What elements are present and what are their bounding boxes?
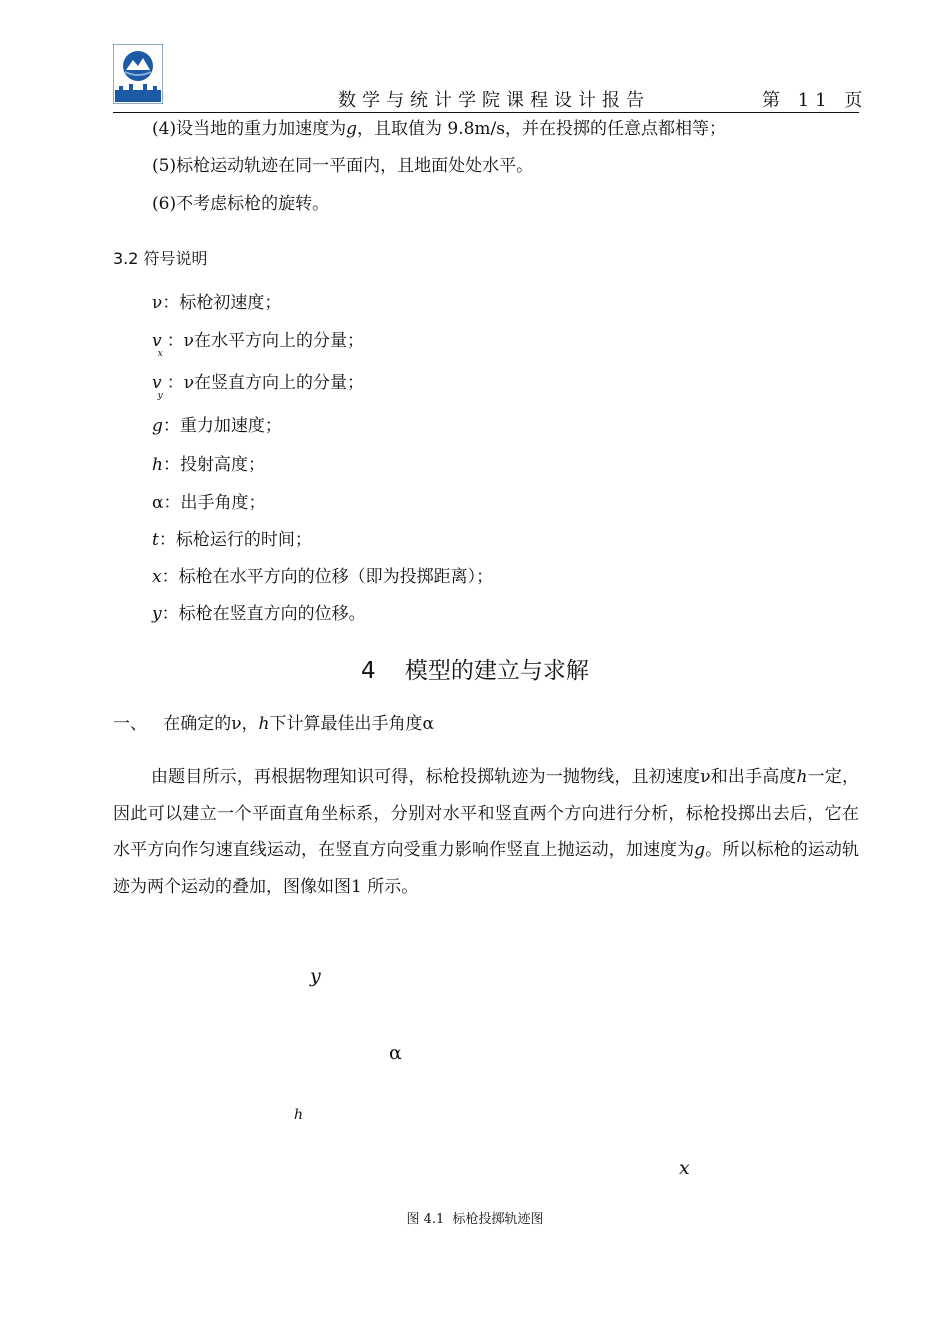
angle-label-alpha: α: [389, 1042, 402, 1064]
symbol-item: h：投射高度；: [152, 455, 265, 475]
symbol-item: α：出手角度；: [152, 493, 266, 513]
section-heading-3-2: 3.2 符号说明: [113, 249, 208, 268]
axis-label-y: y: [310, 965, 321, 987]
assumption-6: (6)不考虑标枪的旋转。: [152, 194, 330, 214]
header-title: 数学与统计学院课程设计报告: [338, 90, 650, 111]
assumption-4: (4)设当地的重力加速度为g，且取值为 9.8m/s，并在投掷的任意点都相等；: [152, 119, 726, 139]
figure-caption: 图 4.1 标枪投掷轨迹图: [406, 1212, 544, 1227]
height-label-h: h: [294, 1107, 304, 1123]
symbol-item: $v_y$：ν在竖直方向上的分量；: [152, 373, 365, 401]
subsection-heading: 一、 在确定的ν，h下计算最佳出手角度α: [113, 714, 434, 734]
symbol-item: y：标枪在竖直方向的位移。: [152, 604, 366, 624]
axis-label-x: x: [679, 1157, 690, 1179]
header-divider: [113, 112, 859, 113]
symbol-item: $v_x$：ν在水平方向上的分量；: [152, 331, 365, 359]
page-number: 第 11 页: [762, 90, 869, 111]
chapter-heading-4: 4 模型的建立与求解: [361, 658, 589, 684]
symbol-item: x：标枪在水平方向的位移（即为投掷距离）；: [152, 567, 494, 587]
symbol-item: ν：标枪初速度；: [152, 293, 282, 313]
body-paragraph: 由题目所示，再根据物理知识可得，标枪投掷轨迹为一抛物线，且初速度ν和出手高度h一定，因此可以建立一个平面直角坐标系，分别对水平和竖直两个方向进行分析，标枪投掷出去后，它在水平方向作匀速直线运动，在竖直方向受重力影响作竖直上抛运动，加速度为g。所以标枪的运动轨迹为两个运动的叠加，图像如图1 所示。: [113, 767, 860, 897]
symbol-item: t：标枪运行的时间；: [152, 530, 312, 550]
school-logo: [113, 44, 163, 104]
symbol-item: g：重力加速度；: [152, 416, 282, 436]
trajectory-figure: [113, 950, 859, 1200]
assumption-5: (5)标枪运动轨迹在同一平面内，且地面处处水平。: [152, 156, 534, 176]
